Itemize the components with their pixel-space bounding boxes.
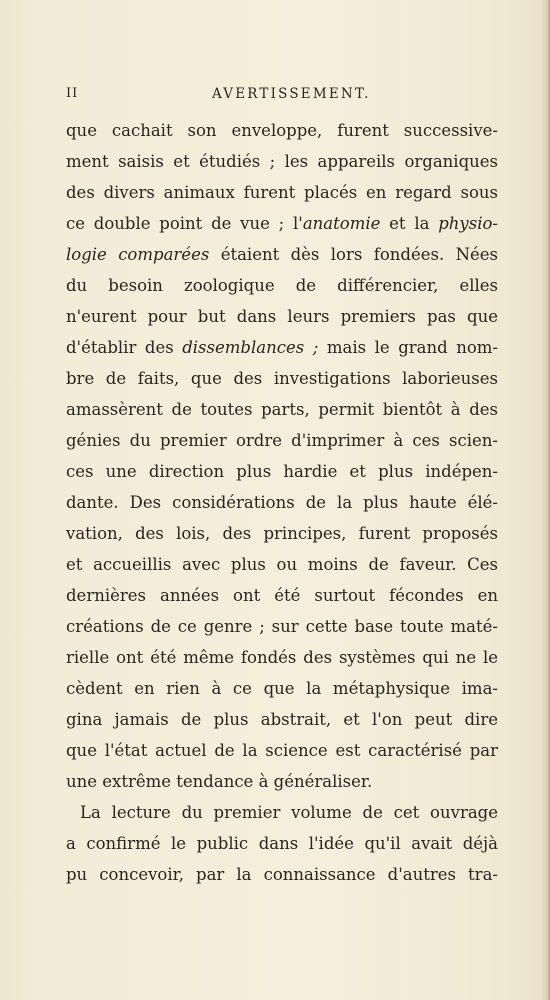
page-edge-shadow — [540, 0, 550, 1000]
text-line: amassèrent de toutes parts, permit bientôt à des — [66, 400, 498, 419]
text-line: d'établir des dissemblances ; mais le grand nom- — [66, 338, 498, 357]
text-line: La lecture du premier volume de cet ouvrage — [80, 803, 498, 822]
text-line: gina jamais de plus abstrait, et l'on peut dire — [66, 710, 498, 729]
text-line: du besoin zoologique de différencier, elles — [66, 276, 498, 295]
text-line: vation, des lois, des principes, furent proposés — [66, 524, 498, 543]
italic-term: logie comparées — [66, 245, 210, 264]
text-line: que cachait son enveloppe, furent successive- — [66, 121, 498, 140]
text-line: n'eurent pour but dans leurs premiers pas que — [66, 307, 498, 326]
text-line: cèdent en rien à ce que la métaphysique ima- — [66, 679, 498, 698]
text-line: des divers animaux furent placés en regard sous — [66, 183, 498, 202]
page-number: II — [66, 86, 79, 101]
italic-term: dissemblances ; — [182, 338, 319, 357]
body-text — [66, 115, 498, 890]
text-line: créations de ce genre ; sur cette base toute maté- — [66, 617, 498, 636]
text-line: génies du premier ordre d'imprimer à ces scien- — [66, 431, 498, 450]
text-line: pu concevoir, par la connaissance d'autres tra- — [66, 865, 498, 884]
text-line: dante. Des considérations de la plus haute élé- — [66, 493, 498, 512]
text-line: ces une direction plus hardie et plus indépen- — [66, 462, 498, 481]
header-title: AVERTISSEMENT. — [212, 86, 371, 102]
running-head — [0, 86, 550, 108]
text-line: une extrême tendance à généraliser. — [66, 772, 373, 791]
italic-term: physio- — [438, 214, 498, 233]
text-line: rielle ont été même fondés des systèmes qui ne le — [66, 648, 498, 667]
text-line: logie comparées étaient dès lors fondées. Nées — [66, 245, 498, 264]
text-line: que l'état actuel de la science est caractérisé par — [66, 741, 498, 760]
text-line: et accueillis avec plus ou moins de faveur. Ces — [66, 555, 498, 574]
text-line: a confirmé le public dans l'idée qu'il avait déjà — [66, 834, 498, 853]
text-line: bre de faits, que des investigations laborieuses — [66, 369, 498, 388]
text-line: dernières années ont été surtout fécondes en — [66, 586, 498, 605]
text-line: ment saisis et étudiés ; les appareils organiques — [66, 152, 498, 171]
italic-term: anatomie — [302, 214, 381, 233]
text-line: ce double point de vue ; l'anatomie et la physio- — [66, 214, 498, 233]
